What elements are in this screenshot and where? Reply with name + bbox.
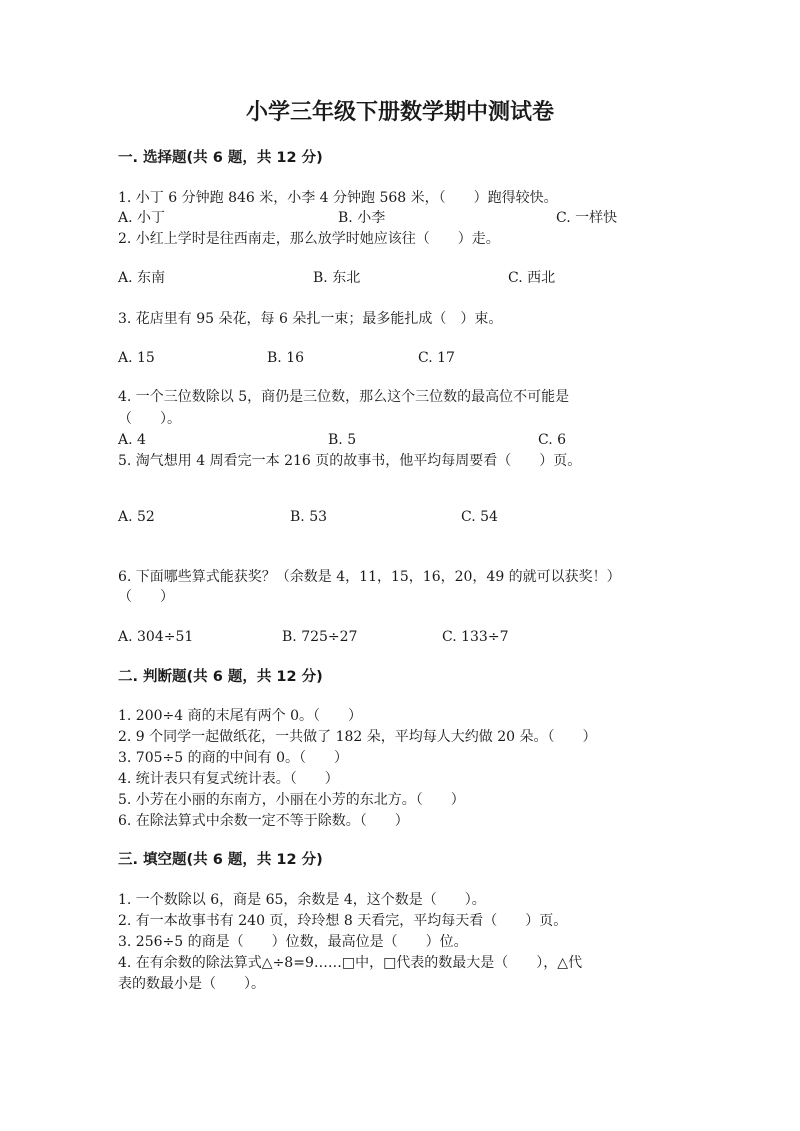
question-text: 3. 256÷5 的商是（ ）位数，最高位是（ ）位。 xyxy=(118,934,468,950)
question-text: 1. 小丁 6 分钟跑 846 米，小李 4 分钟跑 568 米，（ ）跑得较快。 xyxy=(118,190,558,206)
choice-option: B. 53 xyxy=(290,509,328,525)
choice-option: B. 小李 xyxy=(338,210,386,226)
question-text: 5. 淘气想用 4 周看完一本 216 页的故事书，他平均每周要看（ ）页。 xyxy=(118,453,582,469)
choice-option: A. 东南 xyxy=(118,270,166,286)
choice-option: B. 725÷27 xyxy=(282,629,358,645)
choice-option: C. 133÷7 xyxy=(442,629,509,645)
section-heading-fill-in: 三. 填空题(共 6 题，共 12 分) xyxy=(118,852,323,868)
question-text: 1. 一个数除以 6，商是 65，余数是 4，这个数是（ ）。 xyxy=(118,892,486,908)
question-text: 4. 一个三位数除以 5，商仍是三位数，那么这个三位数的最高位不可能是 xyxy=(118,389,570,405)
question-text: 6. 在除法算式中余数一定不等于除数。（ ） xyxy=(118,813,409,829)
choice-option: A. 小丁 xyxy=(118,210,166,226)
page-title: 小学三年级下册数学期中测试卷 xyxy=(245,100,554,125)
choice-option: C. 54 xyxy=(461,509,498,525)
choice-option: C. 6 xyxy=(538,432,567,448)
choice-option: C. 西北 xyxy=(508,270,556,286)
question-text: 2. 9 个同学一起做纸花，一共做了 182 朵，平均每人大约做 20 朵。（ ） xyxy=(118,729,597,745)
question-text: （ ）。 xyxy=(118,411,181,427)
question-text: 4. 在有余数的除法算式△÷8=9……□中，□代表的数最大是（ ），△代 xyxy=(118,955,583,971)
question-text: 3. 花店里有 95 朵花，每 6 朵扎一束；最多能扎成（ ）束。 xyxy=(118,311,503,327)
section-heading-choice: 一. 选择题(共 6 题，共 12 分) xyxy=(118,150,323,166)
question-text: 表的数最小是（ ）。 xyxy=(118,976,265,992)
choice-option: C. 一样快 xyxy=(556,210,618,226)
question-text: 1. 200÷4 商的末尾有两个 0。（ ） xyxy=(118,708,362,724)
choice-option: B. 东北 xyxy=(313,270,361,286)
choice-option: A. 304÷51 xyxy=(118,629,194,645)
choice-option: A. 52 xyxy=(118,509,155,525)
question-text: 2. 有一本故事书有 240 页，玲玲想 8 天看完，平均每天看（ ）页。 xyxy=(118,913,568,929)
choice-option: B. 5 xyxy=(328,432,357,448)
question-text: 5. 小芳在小丽的东南方，小丽在小芳的东北方。（ ） xyxy=(118,792,465,808)
choice-option: A. 15 xyxy=(118,350,155,366)
question-text: 4. 统计表只有复式统计表。（ ） xyxy=(118,771,339,787)
section-heading-judgement: 二. 判断题(共 6 题，共 12 分) xyxy=(118,669,323,685)
choice-option: C. 17 xyxy=(418,350,455,366)
question-text: 6. 下面哪些算式能获奖？（余数是 4，11，15，16，20，49 的就可以获奖！） xyxy=(118,569,621,585)
question-text: （ ） xyxy=(118,589,174,605)
choice-option: A. 4 xyxy=(118,432,146,448)
question-text: 2. 小红上学时是往西南走，那么放学时她应该往（ ）走。 xyxy=(118,231,500,247)
question-text: 3. 705÷5 的商的中间有 0。（ ） xyxy=(118,750,348,766)
choice-option: B. 16 xyxy=(267,350,305,366)
